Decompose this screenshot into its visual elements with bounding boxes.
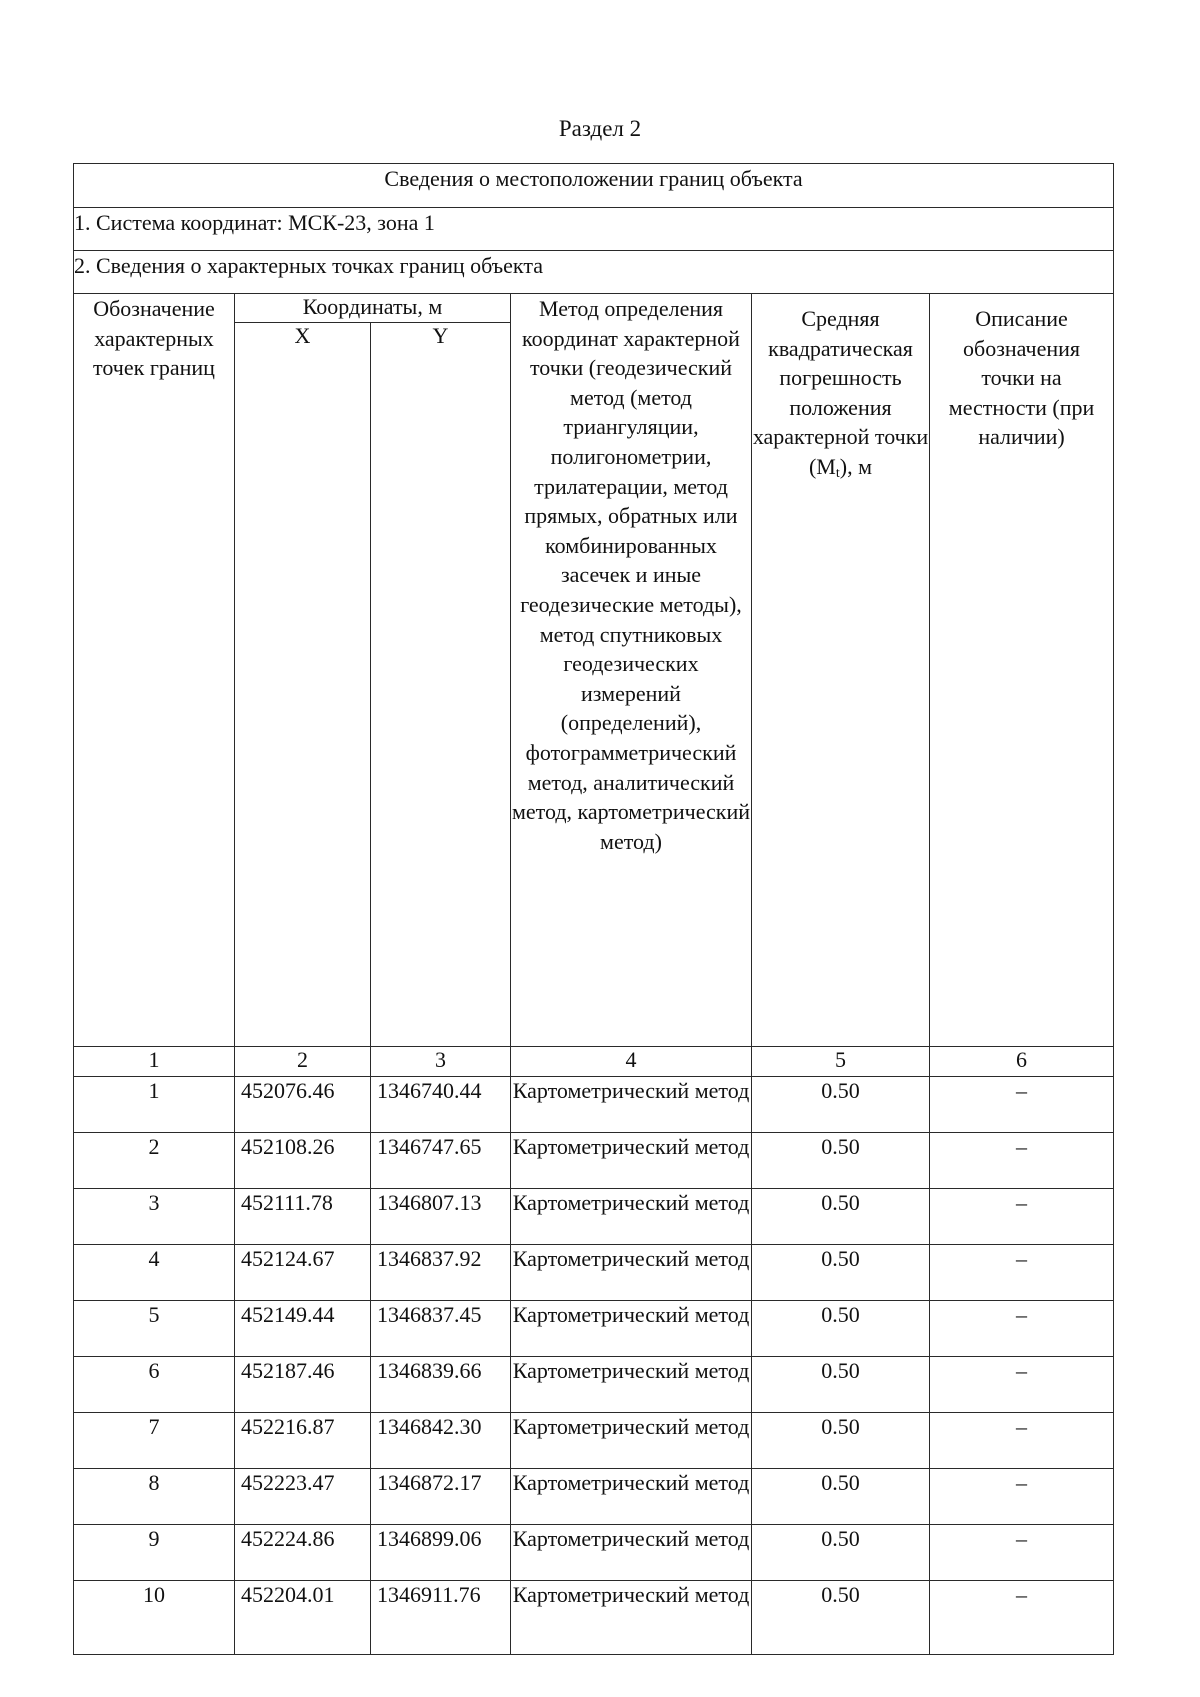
coordinate-x: 452204.01 [235, 1581, 371, 1655]
description-cell: – [930, 1245, 1114, 1301]
header-error-prefix: Средняя квадратическая погрешность положения характерной точки (M [752, 306, 929, 479]
header-method: Метод определения координат характерной точки (геодезический метод (метод триангуляции, полигонометрии, трилатерации, метод прямых, обратных или комбинированных засечек и иные геодезические методы), метод спутниковых геодезических измерений (определений), фотограмметрический метод, аналитический метод, картометрический метод) [511, 294, 752, 1047]
error-cell: 0.50 [752, 1469, 930, 1525]
coordinate-y: 1346872.17 [371, 1469, 511, 1525]
description-cell: – [930, 1525, 1114, 1581]
coordinate-y: 1346839.66 [371, 1357, 511, 1413]
coordinate-x: 452223.47 [235, 1469, 371, 1525]
method-cell: Картометрический метод [511, 1413, 752, 1469]
description-cell: – [930, 1469, 1114, 1525]
points-title-row [74, 251, 1114, 294]
table-row [74, 1469, 1114, 1525]
header-coordinates-label: Координаты, м [235, 294, 510, 323]
column-number: 6 [930, 1047, 1114, 1077]
error-cell: 0.50 [752, 1077, 930, 1133]
header-coordinates-axes [235, 323, 510, 1046]
table-row [74, 1077, 1114, 1133]
coordinate-x: 452149.44 [235, 1301, 371, 1357]
points-title: 2. Сведения о характерных точках границ объекта [74, 251, 1114, 294]
error-cell: 0.50 [752, 1189, 930, 1245]
point-number: 6 [74, 1357, 235, 1413]
method-cell: Картометрический метод [511, 1525, 752, 1581]
method-cell: Картометрический метод [511, 1301, 752, 1357]
coordinate-x: 452076.46 [235, 1077, 371, 1133]
coordinate-system-row [74, 208, 1114, 251]
header-error-suffix: ), м [839, 453, 873, 479]
point-number: 7 [74, 1413, 235, 1469]
coordinate-y: 1346807.13 [371, 1189, 511, 1245]
header-y: Y [432, 323, 449, 348]
method-cell: Картометрический метод [511, 1133, 752, 1189]
column-number: 3 [371, 1047, 511, 1077]
header-description: Описание обозначения точки на местности (при наличии) [930, 294, 1114, 1047]
point-number: 1 [74, 1077, 235, 1133]
error-cell: 0.50 [752, 1357, 930, 1413]
table-row [74, 1189, 1114, 1245]
method-cell: Картометрический метод [511, 1077, 752, 1133]
table-row [74, 1413, 1114, 1469]
coordinate-x: 452124.67 [235, 1245, 371, 1301]
table-row [74, 1357, 1114, 1413]
method-cell: Картометрический метод [511, 1581, 752, 1655]
description-cell: – [930, 1581, 1114, 1655]
description-cell: – [930, 1301, 1114, 1357]
description-cell: – [930, 1357, 1114, 1413]
coordinate-y: 1346740.44 [371, 1077, 511, 1133]
table-row [74, 1133, 1114, 1189]
point-number: 10 [74, 1581, 235, 1655]
column-number-row [74, 1047, 1114, 1077]
page-heading: Раздел 2 [558, 116, 642, 141]
error-cell: 0.50 [752, 1581, 930, 1655]
method-cell: Картометрический метод [511, 1245, 752, 1301]
point-number: 8 [74, 1469, 235, 1525]
table-row [74, 1581, 1114, 1655]
point-number: 4 [74, 1245, 235, 1301]
coordinate-y: 1346899.06 [371, 1525, 511, 1581]
description-cell: – [930, 1413, 1114, 1469]
coordinate-y: 1346747.65 [371, 1133, 511, 1189]
coordinate-x: 452108.26 [235, 1133, 371, 1189]
method-cell: Картометрический метод [511, 1469, 752, 1525]
description-cell: – [930, 1133, 1114, 1189]
header-error [752, 294, 930, 1047]
section-title: Сведения о местоположении границ объекта [74, 164, 1114, 208]
column-number: 5 [752, 1047, 930, 1077]
error-cell: 0.50 [752, 1245, 930, 1301]
table-row [74, 1245, 1114, 1301]
error-cell: 0.50 [752, 1133, 930, 1189]
table-row [74, 1301, 1114, 1357]
coordinate-x: 452224.86 [235, 1525, 371, 1581]
description-cell: – [930, 1077, 1114, 1133]
method-cell: Картометрический метод [511, 1357, 752, 1413]
error-cell: 0.50 [752, 1525, 930, 1581]
coordinate-x: 452111.78 [235, 1189, 371, 1245]
description-cell: – [930, 1189, 1114, 1245]
column-header-row [74, 294, 1114, 1047]
coordinate-x: 452187.46 [235, 1357, 371, 1413]
table-row [74, 1525, 1114, 1581]
point-number: 9 [74, 1525, 235, 1581]
header-coordinates [235, 294, 511, 1047]
coordinate-y: 1346837.45 [371, 1301, 511, 1357]
header-x: X [235, 323, 371, 1046]
coordinate-y: 1346842.30 [371, 1413, 511, 1469]
coordinate-y: 1346911.76 [371, 1581, 511, 1655]
coordinate-x: 452216.87 [235, 1413, 371, 1469]
error-cell: 0.50 [752, 1413, 930, 1469]
column-number: 2 [235, 1047, 371, 1077]
method-cell: Картометрический метод [511, 1189, 752, 1245]
header-designation: Обозначение характерных точек границ [74, 294, 235, 1047]
point-number: 5 [74, 1301, 235, 1357]
header-error-subscript: t [835, 465, 840, 481]
column-number: 1 [74, 1047, 235, 1077]
coordinate-system: 1. Система координат: МСК-23, зона 1 [74, 208, 1114, 251]
coordinate-y: 1346837.92 [371, 1245, 511, 1301]
boundary-points-table [73, 163, 1114, 1655]
section-title-row [74, 164, 1114, 208]
point-number: 2 [74, 1133, 235, 1189]
column-number: 4 [511, 1047, 752, 1077]
point-number: 3 [74, 1189, 235, 1245]
error-cell: 0.50 [752, 1301, 930, 1357]
